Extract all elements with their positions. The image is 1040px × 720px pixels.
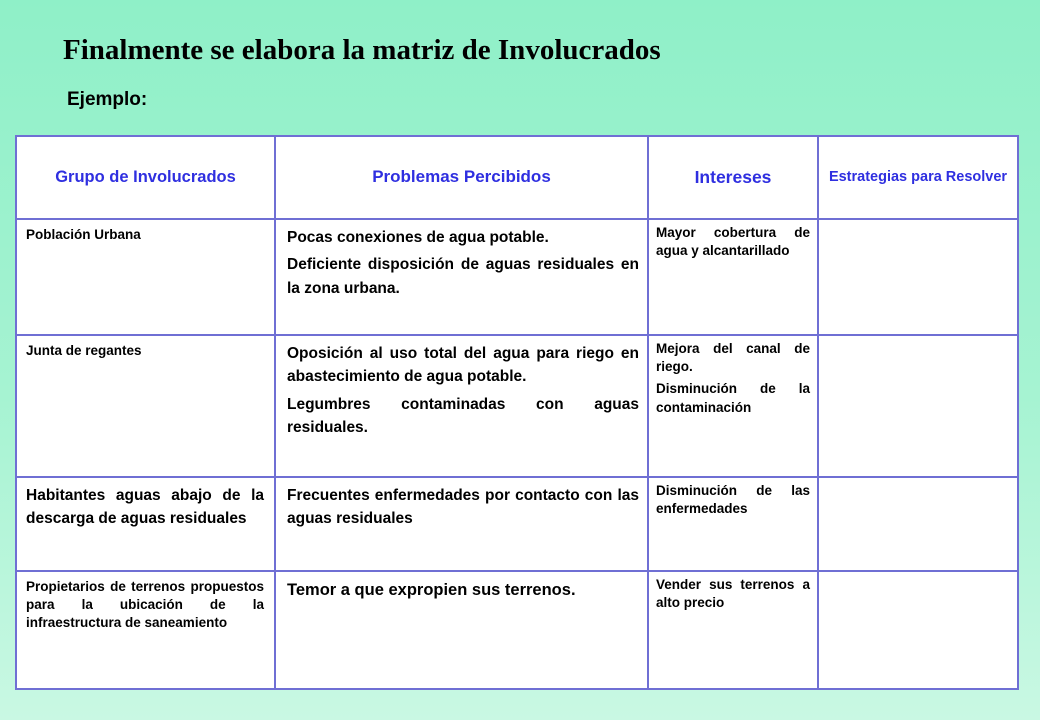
cell-group: Junta de regantes [16,335,275,477]
interest-item: Disminución de las enfermedades [656,483,810,517]
interest-item: Mayor cobertura de agua y alcantarillado [656,225,810,259]
cell-interests [648,219,818,335]
header-intereses: Intereses [648,136,818,219]
cell-problems [275,477,648,571]
stakeholder-matrix-table [15,135,1019,690]
interest-item: Mejora del canal de riego. [656,341,810,375]
cell-strategies [818,477,1018,571]
cell-interests [648,477,818,571]
header-grupo-involucrados: Grupo de Involucrados [16,136,275,219]
problem-item: Frecuentes enfermedades por contacto con las aguas residuales [287,487,639,528]
problem-item: Temor a que expropien sus terrenos. [287,581,576,599]
interest-item: Vender sus terrenos a alto precio [656,577,810,611]
cell-strategies [818,219,1018,335]
problem-item: Deficiente disposición de aguas residuales en la zona urbana. [287,256,639,297]
cell-strategies [818,335,1018,477]
interest-item: Disminución de la contaminación [656,381,810,415]
example-label: Ejemplo: [67,89,148,110]
cell-problems [275,571,648,689]
header-estrategias: Estrategias para Resolver [818,136,1018,219]
cell-interests [648,335,818,477]
problem-item: Legumbres contaminadas con aguas residuales. [287,395,639,436]
table-row [16,219,1018,335]
table-row [16,571,1018,689]
cell-problems [275,335,648,477]
cell-strategies [818,571,1018,689]
table-row [16,477,1018,571]
page-title: Finalmente se elabora la matriz de Involucrados [63,34,661,66]
cell-group: Habitantes aguas abajo de la descarga de aguas residuales [16,477,275,571]
cell-group: Población Urbana [16,219,275,335]
table-row [16,335,1018,477]
table-header-row [16,136,1018,219]
cell-interests [648,571,818,689]
cell-group: Propietarios de terrenos propuestos para la ubicación de la infraestructura de saneamiento [16,571,275,689]
cell-problems [275,219,648,335]
problem-item: Pocas conexiones de agua potable. [287,229,549,246]
header-problemas-percibidos: Problemas Percibidos [275,136,648,219]
problem-item: Oposición al uso total del agua para riego en abastecimiento de agua potable. [287,345,639,386]
